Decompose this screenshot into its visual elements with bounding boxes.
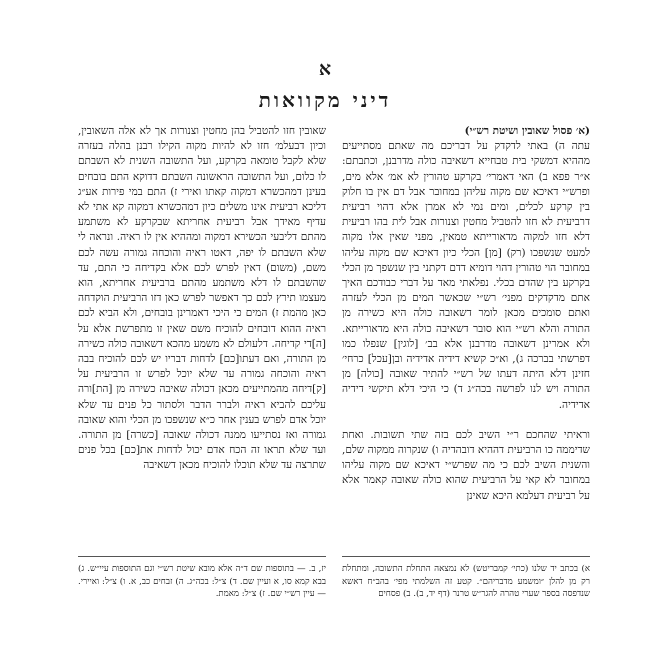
paragraph-gap — [342, 413, 590, 428]
right-column — [342, 124, 590, 535]
chapter-letter: א — [318, 58, 332, 80]
footnotes-right: א) בכתב יד שלנו (כתי׳ קמבריטש) לא נמצאה התחלת התשובה, ומתחלת רק מן להלן ״ומשמע מדבריהם״. קטע זה השלמתי מפי׳ בהב״ח דאשא שנדפסה בספר שערי טהרה להגר״ש טרנר (דף יד, ב). ב) פסחים — [342, 564, 590, 600]
right-paragraph-1: עתה ה) באתי לדקדק על דבריכם מה שאתם מסתייעים מההיא דמשקי בית טבחייא דשאיבה כולה מדרבנן, וכתבתם: א״ר פפא ב) האי דאמרי׳ בקרקע טהורין לא אמ׳ אלא מים, ופרש״י דאיכא שם מקוה עליהן במחובר אבל דם אין בו חלוק בין קרקע לכלים, ומים נמי לא אמרן אלא דהוי רביעית דרביעית לא חזו להטביל מחטין וצנורות אבל לית בהו רביעית דלא חזו למקוה מדאורייתא טמאין, מפני שאין אלו מקוה למעט שנשפכו (רק) [מן] הכלי כיון דאיכא שם מקוה עליהו במחובר הוי טהורין דהוי דומיא דדם דקתני בין שנשפך מן הכלי בקרקע בין שהדם בכלי. נפלאתי מאד על דברי כבודכם האיך אתם מדקדקים מפני׳ רש״י שכאשר המים מן הכלי לעזרה ואתם סומכים מכאן לומר דשאובה כולה היא כשירה מן התורה והלא רש״י הוא סובר דשאיבה כולה היא מדאורייתא. ולא אמרינן דשאובה מדרבנן אלא בב׳ [לוגין] שנפלו כמו דפרשתי בברכה ג), וא״כ קשיא דידיה אדידיה ובן[עכל] כרחי׳ חזינן דלא היתה דעתו של רש״י להתיר שאובה [כולה] מן התורה ויש לנו לפרשה בכה״ג ד) כי היכי דלא תיקשי דידיה אדידיה. — [342, 140, 590, 411]
left-column — [78, 124, 326, 576]
left-paragraph: שאובין חזו להטביל בהן מחטין וצנורות אך לא אלה השאובין, וכיון דבעלמ׳ חזו לא להיות מקוה הקילו רבנן בהלה בעזרה שלא לקבל טומאה בקרקע, ועל התשובה השנית לא השבתם לו כלום, ועל התשובה הראשונה השבתם דדוקא התם בובחים בעינן דמהכשרא דמקוה קאתו ואירי ז) התם במי פירות אע״ג דליכא רביעית אינו משלים כיון דמהכשרא דמקוה קא אתי לא עדיף מאידך אבל רביעית אחריתא שבקרקע לא משתמע מהתם דליבעי הכשירא דמקוה ומההיא אין לו ראיה. ונראה לי שלא השבתם לו יפה, דאטו ראיה והוכחה גמורה עשה לכם משם, (משום) דאין לפרש לכם אלא בקדיחה כי התם, עד שהשבתם לו דלא משתמע מהתם ברביעית אחריתא, הוא מעצמו תירץ לכם כך דאפשר לפרש כאן דזו הרביעית הוקדחה כאן מהמת ז) המים כי היכי דאמרינן בובחים, ולא הביא לכם ראיה ההוא דובחים להוכיח משם שאין זו מתפרשת אלא על [ה]די קדיחה. דלעולם לא משמע מהכא דשאובה כולה כשירה מן התורה, ואם דעתו[כם] לדחות דבריו יש לכם להוכיח בבה ראיה והוכחה גמורה עד שלא יוכל לפרש זו הרביעית על [ק]דיחה מהמתייעים מכאן דכולה שאיבה כשירה מן [הת]ורה עליכם להביא ראיה ולברר הדבר ולסתור כל פנים עד שלא יוכל אדם לפרש בענין אחר כ״א שנשפכו מן הכלי והוא שאובה גמורה ואז נסתייעו ממנה דכולה שאובה [כשרה] מן התורה. ועד שלא תראו זה הכח אדם יכול לדחות את[כם] בכל פנים שתרצה עד שלא תוכלו להוכיח מכאן דשאיבה — [78, 125, 326, 472]
right-paragraph-2: וראיתי שהחכם ר״י השיב לכם בזה שתי תשובות. ואחת שדיממה כו הרביעית דההיא דובהדיה ו) שנקרוה ממקוה שלם, והשנית השיב לכם כי מה שפרש״י דאיכא שם מקוה עליהו במחובר לא קאי על הרביעית שהוא כולה שאובה קאמר אלא על רביעית דעלמא היכא שאינן — [342, 428, 590, 502]
footnotes-left: יז, ב. — בתוספות שם ד״ה אלא מובא שיטת רש״י וגם התוספות עיי״ש. ג) בבא קמא סו, א ועיין שם. ד) צ״ל: בכה״ג. ה) זבחים כב, א. ו) צ״ל: ואיירי. — עיין רש״י שם. ז) צ״ל: מאמת. — [78, 564, 326, 600]
chapter-title: דיני מקוואות — [258, 88, 392, 112]
section-label: (א׳ פסול שאובין ושיטת רש״י) — [464, 125, 590, 137]
footnote-divider-left — [78, 556, 326, 557]
footnote-divider-right — [342, 556, 590, 557]
